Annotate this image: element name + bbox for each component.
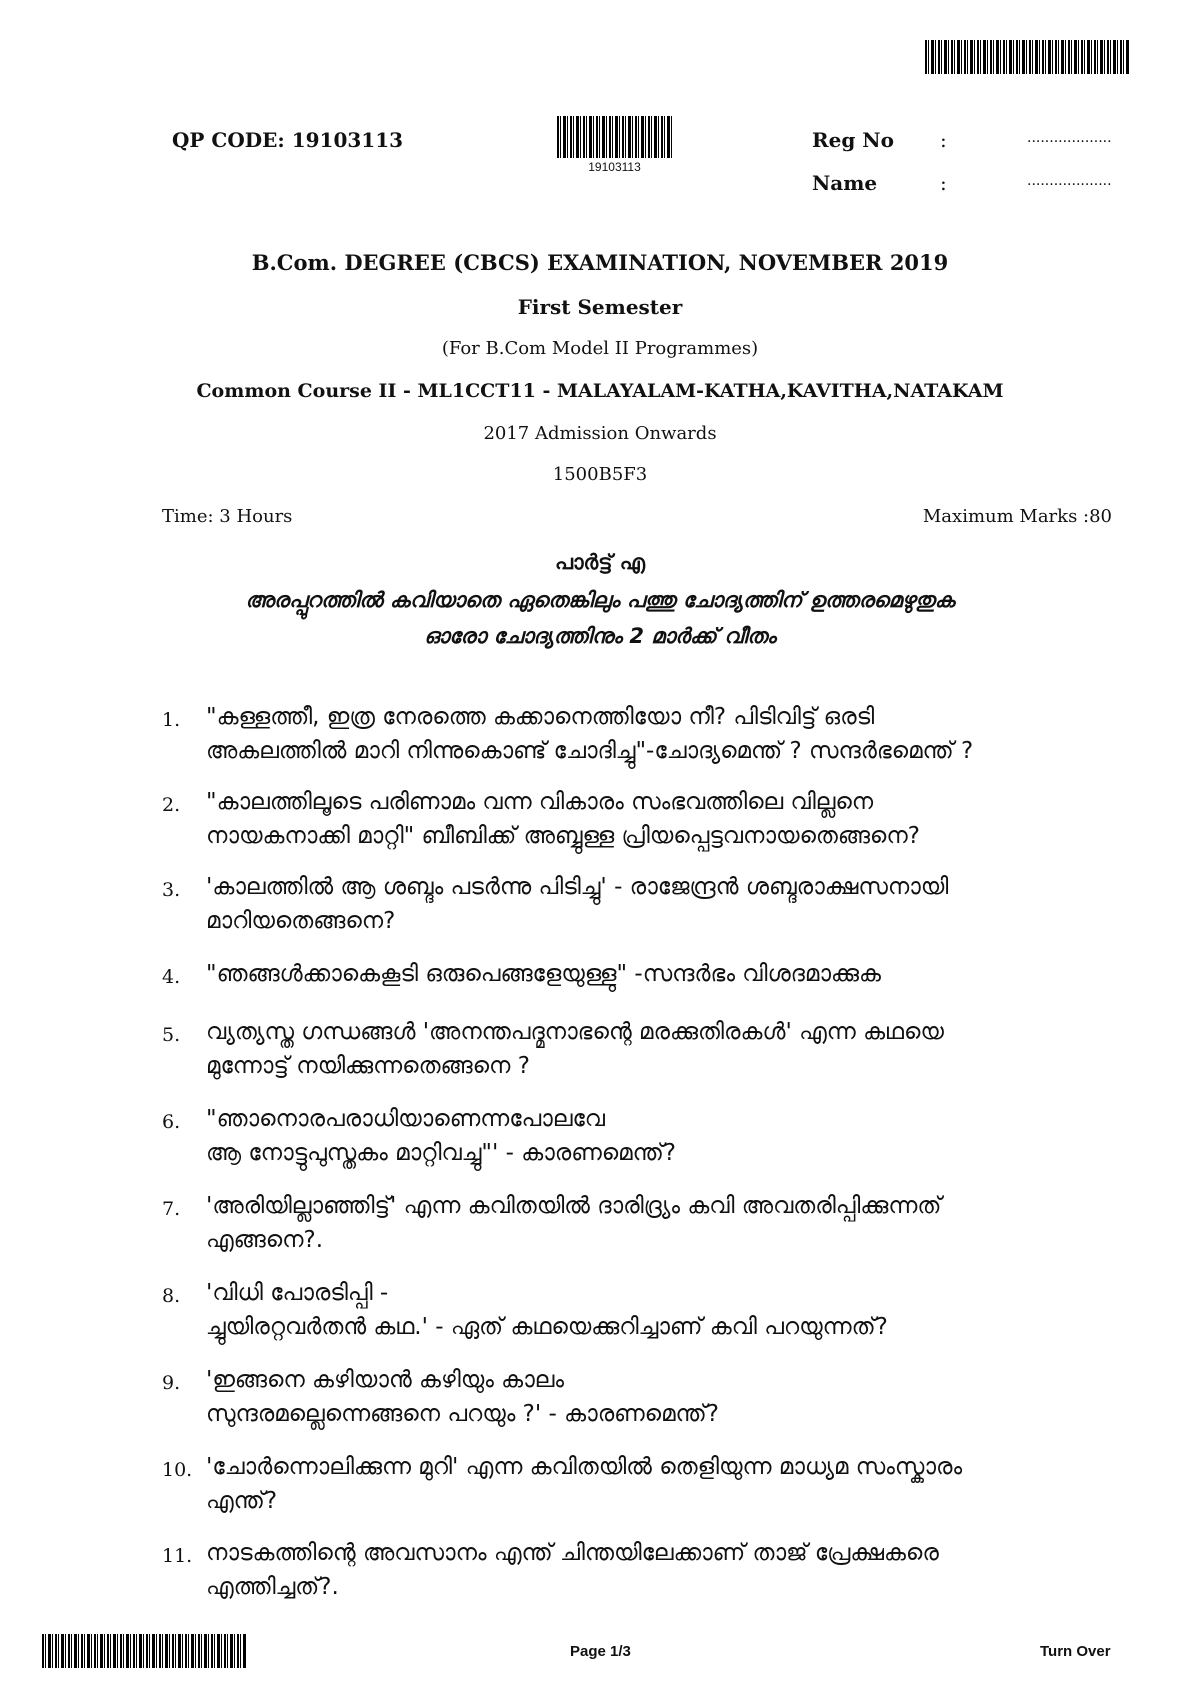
qp-code: QP CODE: 19103113 xyxy=(172,128,404,152)
question-text xyxy=(206,1450,1126,1518)
question-text xyxy=(206,957,1126,991)
page-number: Page 1/3 xyxy=(570,1643,631,1660)
question-text xyxy=(206,870,1126,938)
question-number: 1. xyxy=(162,709,181,731)
max-marks: Maximum Marks :80 xyxy=(922,506,1112,527)
question-line-2: നായകനാക്കി മാറ്റി" ബീബിക്ക് അബ്ബുള്ള പ്രിയപ്പെട്ടവനായതെങ്ങനെ? xyxy=(206,823,920,849)
question-number: 8. xyxy=(162,1285,181,1307)
question-line-1: നാടകത്തിന്റെ അവസാനം എന്ത് ചിന്തയിലേക്കാണ് താജ് പ്രേക്ഷകരെ xyxy=(206,1540,939,1566)
question-line-2: ച്ചുയിരറ്റവർതൻ കഥ.' - ഏത് കഥയെക്കുറിച്ചാണ് കവി പറയുന്നത്? xyxy=(206,1314,888,1340)
question-number: 5. xyxy=(162,1024,181,1046)
question-text xyxy=(206,785,1126,853)
question-line-1: 'കാലത്തിൽ ആ ശബ്ദം പടർന്നു പിടിച്ചു' - രാജേന്ദ്രൻ ശബ്ദരാക്ഷസനായി xyxy=(206,874,949,900)
semester: First Semester xyxy=(517,295,683,319)
admission: 2017 Admission Onwards xyxy=(483,423,717,444)
reg-no-field[interactable]: ................... xyxy=(1027,130,1112,146)
center-barcode xyxy=(557,116,672,158)
question-text xyxy=(206,1015,1126,1083)
question-number: 2. xyxy=(162,794,181,816)
question-text xyxy=(206,1536,1126,1604)
time-label: Time: 3 Hours xyxy=(162,506,293,527)
turn-over: Turn Over xyxy=(1040,1643,1111,1660)
question-line-1: "കള്ളത്തീ, ഇത്ര നേരത്തെ കക്കാനെത്തിയോ നീ? പിടിവിട്ട് ഒരടി xyxy=(206,704,875,730)
question-text xyxy=(206,1102,1126,1170)
question-number: 6. xyxy=(162,1111,181,1133)
question-number: 11. xyxy=(162,1545,193,1567)
question-line-2: മുന്നോട്ട് നയിക്കുന്നതെങ്ങനെ ? xyxy=(206,1053,530,1079)
instruction-line-1: അരപ്പുറത്തിൽ കവിയാതെ ഏതെങ്കിലും പത്തു ചോദ്യത്തിന് ഉത്തരമെഴുതുക xyxy=(245,588,955,612)
barcode-number: 19103113 xyxy=(588,160,641,174)
question-line-2: അകലത്തിൽ മാറി നിന്നുകൊണ്ട് ചോദിച്ചു"-ചോദ്യമെന്ത് ? സന്ദർഭമെന്ത് ? xyxy=(206,738,974,764)
question-line-2: സുന്ദരമല്ലെന്നെങ്ങനെ പറയും ?' - കാരണമെന്ത്? xyxy=(206,1401,719,1427)
bottom-left-code-strip xyxy=(42,1634,247,1668)
question-text xyxy=(206,1276,1126,1344)
question-line-2: എത്തിച്ചത്?. xyxy=(206,1574,339,1600)
name-field[interactable]: ................... xyxy=(1027,173,1112,189)
question-number: 4. xyxy=(162,966,181,988)
question-line-1: "കാലത്തിലൂടെ പരിണാമം വന്ന വികാരം സംഭവത്തിലെ വില്ലനെ xyxy=(206,789,874,815)
question-number: 9. xyxy=(162,1372,181,1394)
course-title: Common Course II - ML1CCT11 - MALAYALAM-KATHA,KAVITHA,NATAKAM xyxy=(196,380,1004,402)
reg-no-label: Reg No xyxy=(812,128,894,152)
question-number: 7. xyxy=(162,1198,181,1220)
question-line-2: ആ നോട്ടുപുസ്തകം മാറ്റിവച്ചു"' - കാരണമെന്ത്? xyxy=(206,1140,677,1166)
question-text xyxy=(206,1363,1126,1431)
exam-title: B.Com. DEGREE (CBCS) EXAMINATION, NOVEMBER 2019 xyxy=(251,250,949,275)
question-text xyxy=(206,700,1126,768)
question-line-1: 'വിധി പോരടിപ്പി - xyxy=(206,1280,389,1306)
question-line-2: എങ്ങനെ?. xyxy=(206,1227,324,1253)
reg-no-colon: : xyxy=(940,128,947,152)
question-line-2: മാറിയതെങ്ങനെ? xyxy=(206,908,396,934)
question-text xyxy=(206,1189,1126,1257)
question-line-1: 'അരിയില്ലാഞ്ഞിട്ട്' എന്ന കവിതയിൽ ദാരിദ്ര്യം കവി അവതരിപ്പിക്കുന്നത് xyxy=(206,1193,942,1219)
programme: (For B.Com Model II Programmes) xyxy=(441,338,759,359)
question-number: 10. xyxy=(162,1459,193,1481)
question-line-1: 'ഇങ്ങനെ കഴിയാൻ കഴിയും കാലം xyxy=(206,1367,565,1393)
top-right-code-strip xyxy=(925,40,1130,74)
question-line-1: വ്യത്യസ്ത ഗന്ധങ്ങൾ 'അനന്തപദ്മനാഭന്റെ മരക്കുതിരകൾ' എന്ന കഥയെ xyxy=(206,1019,944,1045)
name-colon: : xyxy=(940,171,947,195)
question-line-1: 'ചോർന്നൊലിക്കുന്ന മുറി' എന്ന കവിതയിൽ തെളിയുന്ന മാധ്യമ സംസ്കാരം xyxy=(206,1454,963,1480)
name-label: Name xyxy=(812,171,878,195)
instruction-line-2: ഓരോ ചോദ്യത്തിനും 2 മാർക്ക് വീതം xyxy=(424,624,776,648)
part-heading: പാർട്ട് എ xyxy=(554,550,646,574)
question-number: 3. xyxy=(162,879,181,901)
question-line-1: "ഞാനൊരപരാധിയാണെന്നപോലവേ xyxy=(206,1106,605,1132)
question-line-2: എന്ത്? xyxy=(206,1488,278,1514)
question-line-1: "ഞങ്ങൾക്കാകെകൂടി ഒരുപെങ്ങളേയുള്ളു" -സന്ദർഭം വിശദമാക്കുക xyxy=(206,961,881,987)
exam-code: 1500B5F3 xyxy=(552,464,648,485)
